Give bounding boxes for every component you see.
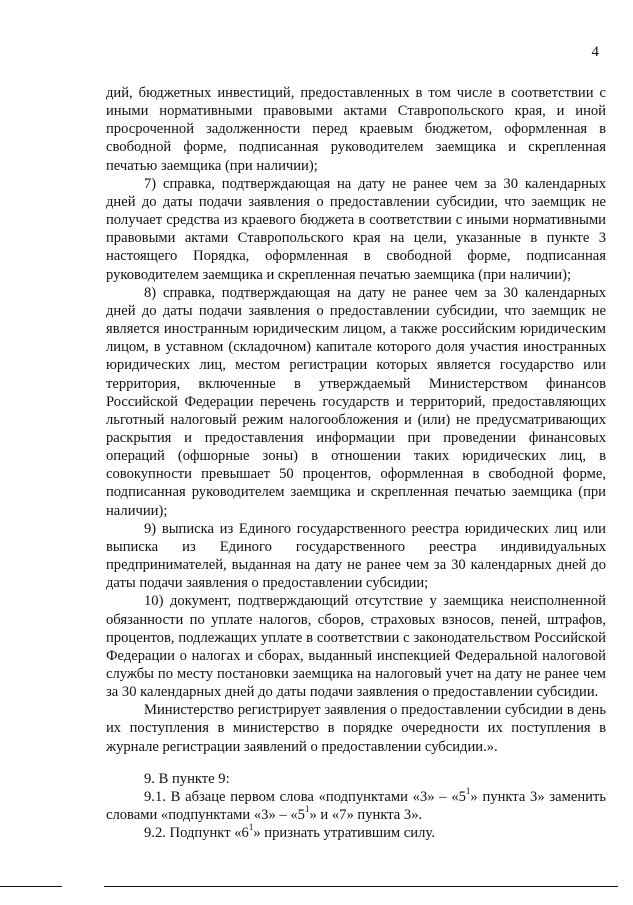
- document-body: [106, 84, 606, 842]
- footer-rule-left: [0, 886, 62, 887]
- paragraph-9-2: [106, 824, 606, 842]
- paragraph-9-2-part-a: 9.2. Подпункт «6: [144, 825, 249, 842]
- paragraph-ministry: Министерство регистрирует заявления о предоставлении субсидии в день их поступления в министерство в порядке очередности их поступления в журнале регистрации заявлений о предоставлении субсидии.».: [106, 702, 606, 755]
- paragraph-9-2-part-b: » признать утратившим силу.: [253, 825, 435, 842]
- page-number: 4: [591, 44, 599, 60]
- paragraph-9-1-part-c: » и «7» пункта 3».: [309, 807, 423, 824]
- superscript: 1: [304, 804, 310, 815]
- paragraph-9-1-part-a: 9.1. В абзаце первом слова «подпунктами «3» – «5: [144, 788, 466, 805]
- paragraph-9-1-part-b: » пункта 3» заменить словами «подпунктами «3» – «5: [106, 788, 606, 824]
- paragraph-item-10: 10) документ, подтверждающий отсутствие у заемщика неисполненной обязанности по уплате налогов, сборов, страховых взносов, пеней, штрафов, процентов, подлежащих уплате в соответствии с законодательством Российской Федерации о налогах и сборах, выданный инспекцией Федеральной налоговой службы по месту постановки заемщика на налоговый учет на дату не ранее чем за 30 календарных дней до даты подачи заявления о предоставлении субсидии.: [106, 593, 606, 701]
- paragraph-9-1: [106, 788, 606, 824]
- paragraph-item-7: 7) справка, подтверждающая на дату не ранее чем за 30 календарных дней до даты подачи заявления о предоставлении субсидии, что заемщик не получает средства из краевого бюджета в соответствии с иными нормативными правовыми актами Ставропольского края на цели, указанные в пункте 3 настоящего Порядка, оформленная в свободной форме, подписанная руководителем заемщика и скрепленная печатью заемщика (при наличии);: [106, 175, 606, 283]
- footer-rule-right: [104, 886, 618, 887]
- superscript: 1: [465, 786, 471, 797]
- paragraph-item-8: 8) справка, подтверждающая на дату не ранее чем за 30 календарных дней до даты подачи заявления о предоставлении субсидии, что заемщик не является иностранным юридическим лицом, а также российским юридическим лицом, в уставном (складочном) капитале которого доля участия иностранных юридических лиц, местом регистрации которых является государство или территория, включенные в утверждаемый Министерством финансов Российской Федерации перечень государств и территорий, предоставляющих льготный налоговый режим налогообложения и (или) не предусматривающих раскрытия и предоставления информации при проведении финансовых операций (офшорные зоны) в отношении таких юридических лиц, в совокупности превышает 50 процентов, оформленная в свободной форме, подписанная руководителем заемщика и скрепленная печатью заемщика (при наличии);: [106, 284, 606, 519]
- paragraph-point-9: 9. В пункте 9:: [144, 770, 230, 787]
- paragraph-continuation: дий, бюджетных инвестиций, предоставленных в том числе в соответствии с иными нормативными правовыми актами Ставропольского края, и иной просроченной задолженности перед краевым бюджетом, оформленная в свободной форме, подписанная руководителем заемщика и скрепленная печатью заемщика (при наличии);: [106, 85, 606, 174]
- superscript: 1: [248, 822, 254, 833]
- paragraph-item-9: 9) выписка из Единого государственного реестра юридических лиц или выписка из Единого государственного реестра индивидуальных предпринимателей, выданная на дату не ранее чем за 30 календарных дней до даты подачи заявления о предоставлении субсидии;: [106, 520, 606, 592]
